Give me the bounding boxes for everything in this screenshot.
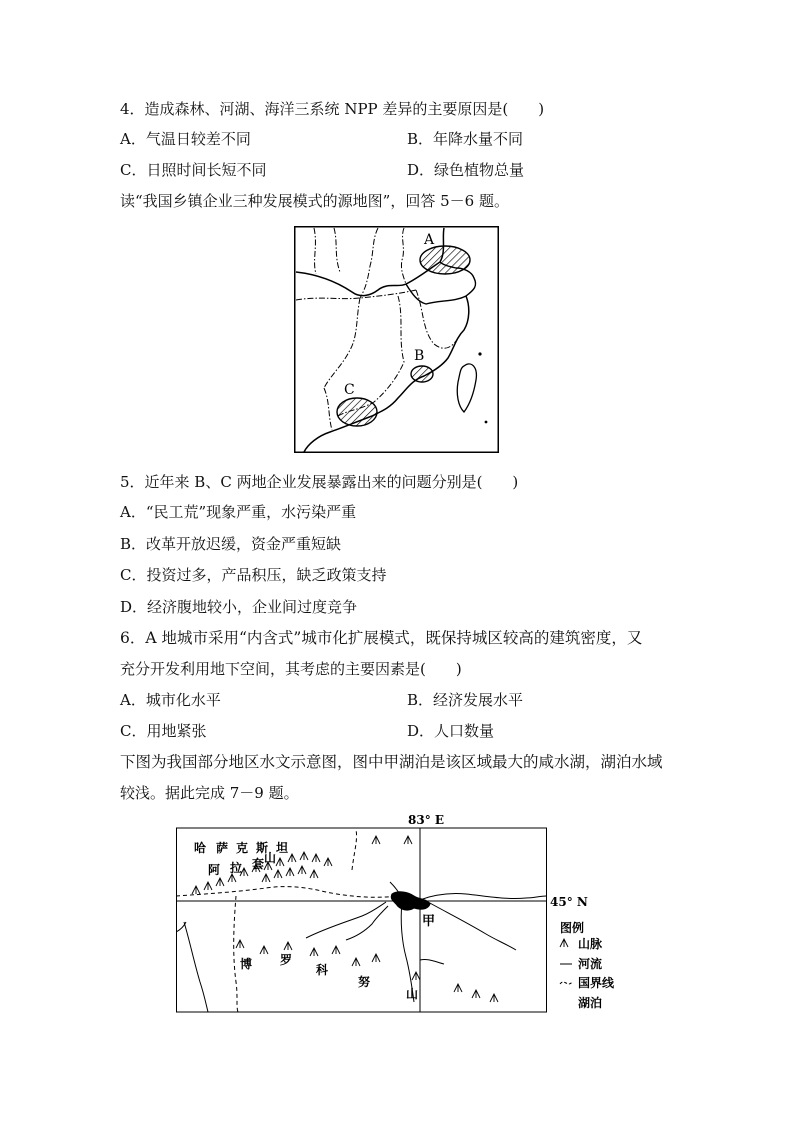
region-c — [337, 398, 377, 426]
region-b — [411, 366, 433, 382]
label-c: C — [344, 382, 355, 398]
map-legend — [560, 920, 615, 1010]
svg-text:斯: 斯 — [256, 841, 269, 855]
svg-text:阿: 阿 — [208, 863, 221, 877]
svg-text:湖泊: 湖泊 — [578, 996, 603, 1010]
q6-option-a: A．城市化水平 — [120, 691, 221, 709]
q5-stem: 5．近年来 B、C 两地企业发展暴露出来的问题分别是( ) — [120, 473, 519, 491]
q5-option-a: A．“民工荒”现象严重，水污染严重 — [120, 503, 357, 521]
label-a: A — [424, 232, 435, 248]
hydrology-map — [176, 812, 618, 1017]
lake-label: 甲 — [422, 914, 436, 929]
svg-text:克: 克 — [236, 841, 249, 855]
svg-text:河流: 河流 — [578, 957, 603, 971]
q4-option-a: A．气温日较差不同 — [120, 130, 251, 148]
svg-text:套: 套 — [252, 857, 265, 871]
q6-stem-line1: 6．A 地城市采用“内含式”城市化扩展模式，既保持城区较高的建筑密度，又 — [120, 629, 643, 647]
svg-text:坦: 坦 — [276, 841, 289, 855]
intro-map1: 读“我国乡镇企业三种发展模式的源地图”，回答 5－6 题。 — [120, 192, 509, 210]
intro-map2-line2: 较浅。据此完成 7－9 题。 — [120, 784, 299, 802]
svg-text:罗: 罗 — [280, 953, 293, 967]
longitude-label: 83° E — [408, 813, 445, 827]
svg-text:山: 山 — [406, 987, 419, 1001]
q6-option-d: D．人口数量 — [407, 722, 495, 740]
svg-text:哈: 哈 — [194, 841, 207, 855]
label-b: B — [414, 348, 425, 364]
svg-text:拉: 拉 — [230, 861, 243, 875]
svg-text:国界线: 国界线 — [578, 976, 615, 990]
q4-option-b: B．年降水量不同 — [407, 130, 524, 148]
q4-option-d: D．绿色植物总量 — [407, 161, 525, 179]
svg-text:山脉: 山脉 — [578, 937, 603, 951]
township-enterprise-map — [294, 226, 499, 453]
svg-text:萨: 萨 — [216, 841, 229, 855]
svg-text:努: 努 — [358, 975, 371, 989]
q4-stem: 4．造成森林、河湖、海洋三系统 NPP 差异的主要原因是( ) — [120, 100, 545, 118]
q5-option-b: B．改革开放迟缓，资金严重短缺 — [120, 535, 342, 553]
region-a — [420, 246, 470, 274]
q6-option-b: B．经济发展水平 — [407, 691, 524, 709]
svg-text:博: 博 — [240, 957, 253, 971]
svg-text:图例: 图例 — [560, 921, 585, 935]
q4-option-c: C．日照时间长短不同 — [120, 161, 267, 179]
svg-text:科: 科 — [316, 963, 329, 977]
svg-text:山: 山 — [264, 851, 277, 865]
q6-option-c: C．用地紧张 — [120, 722, 207, 740]
q6-stem-line2: 充分开发利用地下空间，其考虑的主要因素是( ) — [120, 660, 462, 678]
q5-option-c: C．投资过多，产品积压，缺乏政策支持 — [120, 566, 387, 584]
intro-map2-line1: 下图为我国部分地区水文示意图，图中甲湖泊是该区域最大的咸水湖，湖泊水域 — [120, 753, 663, 771]
latitude-label: 45° N — [550, 895, 588, 909]
q5-option-d: D．经济腹地较小，企业间过度竞争 — [120, 598, 358, 616]
